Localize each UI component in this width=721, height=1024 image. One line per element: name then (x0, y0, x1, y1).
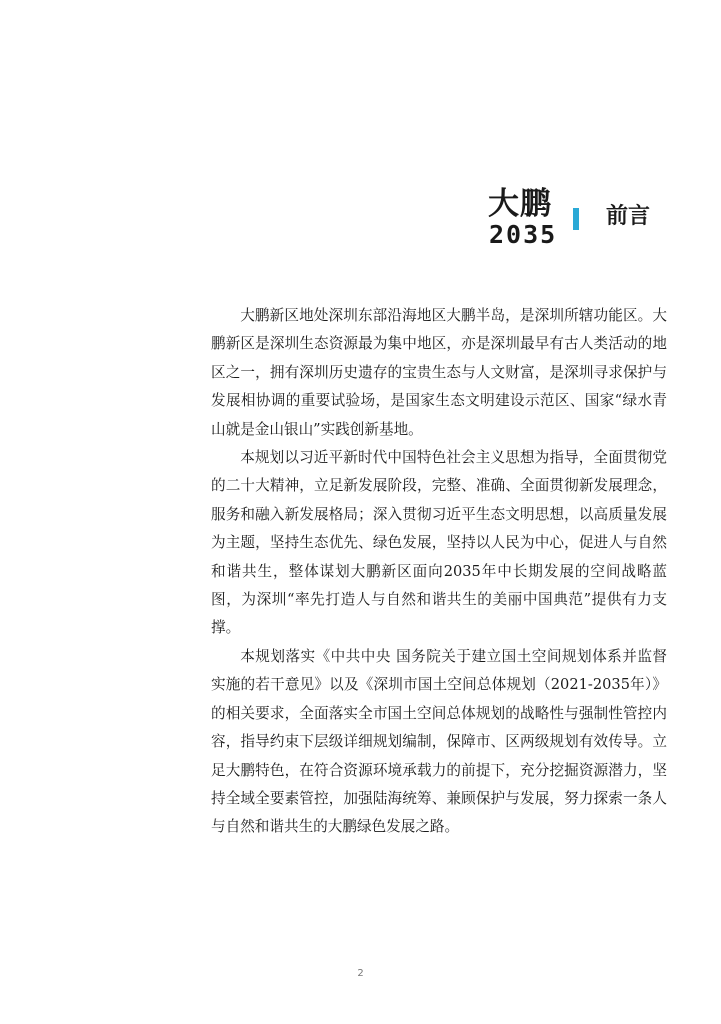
header (488, 186, 688, 256)
logo-text: 大鹏 (488, 186, 552, 222)
logo-year: 2035 (489, 220, 558, 249)
section-title: 前言 (606, 204, 651, 229)
paragraph-2: 本规划以习近平新时代中国特色社会主义思想为指导，全面贯彻党的二十大精神，立足新发展阶段，完整、准确、全面贯彻新发展理念，服务和融入新发展格局；深入贯彻习近平生态文明思想，以高质量发展为主题，坚持生态优先、绿色发展，坚持以人民为中心，促进人与自然和谐共生，整体谋划大鹏新区面向2035年中长期发展的空间战略蓝图，为深圳“率先打造人与自然和谐共生的美丽中国典范”提供有力支撑。 (211, 449, 667, 637)
paragraph-3: 本规划落实《中共中央 国务院关于建立国土空间规划体系并监督实施的若干意见》以及《深圳市国土空间总体规划（2021-2035年）》的相关要求，全面落实全市国土空间总体规划的战略性与强制性管控内容，指导约束下层级详细规划编制，保障市、区两级规划有效传导。立足大鹏特色，在符合资源环境承载力的前提下，充分挖掘资源潜力，坚持全域全要素管控，加强陆海统筹、兼顾保护与发展，努力探索一条人与自然和谐共生的大鹏绿色发展之路。 (211, 647, 667, 836)
page-number: 2 (357, 968, 364, 979)
paragraph-1: 大鹏新区地处深圳东部沿海地区大鹏半岛，是深圳所辖功能区。大鹏新区是深圳生态资源最为集中地区，亦是深圳最早有古人类活动的地区之一，拥有深圳历史遗存的宝贵生态与人文财富，是深圳寻求保护与发展相协调的重要试验场，是国家生态文明建设示范区、国家“绿水青山就是金山银山”实践创新基地。 (211, 307, 667, 438)
accent-bar (573, 208, 579, 230)
preface-body (211, 302, 667, 842)
